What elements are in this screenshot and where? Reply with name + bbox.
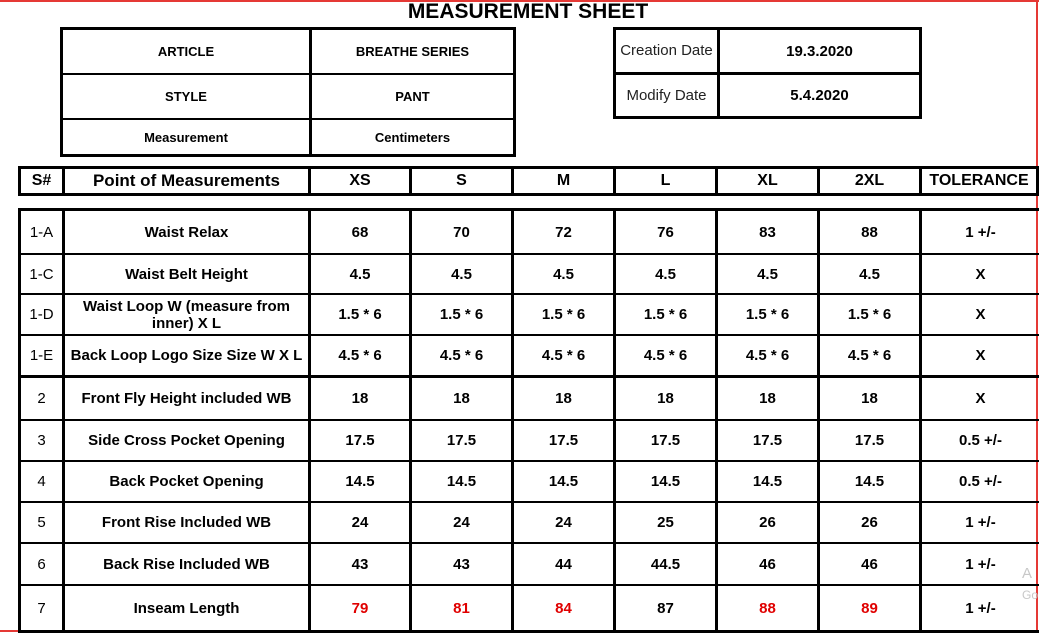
cell-xs[interactable]: 79 bbox=[311, 586, 412, 630]
cell-l[interactable]: 25 bbox=[616, 503, 718, 544]
row-sn[interactable]: 3 bbox=[21, 421, 65, 462]
table-header bbox=[18, 166, 1039, 196]
header-size-m: M bbox=[514, 169, 616, 193]
cell-m[interactable]: 4.5 * 6 bbox=[514, 336, 616, 378]
cell-m[interactable]: 44 bbox=[514, 544, 616, 586]
cell-l[interactable]: 1.5 * 6 bbox=[616, 295, 718, 336]
cell-tolerance[interactable]: X bbox=[922, 336, 1039, 378]
cell-xl[interactable]: 4.5 bbox=[718, 255, 820, 295]
cell-2xl[interactable]: 89 bbox=[820, 586, 922, 630]
cell-xl[interactable]: 18 bbox=[718, 378, 820, 421]
cell-tolerance[interactable]: 0.5 +/- bbox=[922, 421, 1039, 462]
cell-m[interactable]: 84 bbox=[514, 586, 616, 630]
row-point[interactable]: Back Rise Included WB bbox=[65, 544, 311, 586]
style-label: STYLE bbox=[63, 75, 312, 120]
modify-date-label: Modify Date bbox=[616, 75, 720, 116]
date-info-box bbox=[613, 27, 922, 119]
header-size-l: L bbox=[616, 169, 718, 193]
cell-2xl[interactable]: 26 bbox=[820, 503, 922, 544]
cell-m[interactable]: 24 bbox=[514, 503, 616, 544]
cell-xs[interactable]: 4.5 * 6 bbox=[311, 336, 412, 378]
cell-m[interactable]: 17.5 bbox=[514, 421, 616, 462]
row-sn[interactable]: 2 bbox=[21, 378, 65, 421]
cell-tolerance[interactable]: X bbox=[922, 378, 1039, 421]
row-sn[interactable]: 1-C bbox=[21, 255, 65, 295]
cell-l[interactable]: 87 bbox=[616, 586, 718, 630]
row-point[interactable]: Back Pocket Opening bbox=[65, 462, 311, 503]
cell-l[interactable]: 4.5 * 6 bbox=[616, 336, 718, 378]
cell-xl[interactable]: 46 bbox=[718, 544, 820, 586]
row-point[interactable]: Side Cross Pocket Opening bbox=[65, 421, 311, 462]
article-value[interactable]: BREATHE SERIES bbox=[312, 30, 513, 75]
cell-l[interactable]: 17.5 bbox=[616, 421, 718, 462]
cell-s[interactable]: 43 bbox=[412, 544, 514, 586]
header-point-of-measurements: Point of Measurements bbox=[65, 169, 311, 193]
cell-s[interactable]: 1.5 * 6 bbox=[412, 295, 514, 336]
cell-m[interactable]: 18 bbox=[514, 378, 616, 421]
row-point[interactable]: Front Fly Height included WB bbox=[65, 378, 311, 421]
cell-s[interactable]: 4.5 bbox=[412, 255, 514, 295]
cell-2xl[interactable]: 1.5 * 6 bbox=[820, 295, 922, 336]
cell-l[interactable]: 18 bbox=[616, 378, 718, 421]
table-row bbox=[21, 586, 1039, 630]
cell-2xl[interactable]: 46 bbox=[820, 544, 922, 586]
cell-xl[interactable]: 4.5 * 6 bbox=[718, 336, 820, 378]
cell-2xl[interactable]: 4.5 * 6 bbox=[820, 336, 922, 378]
table-row bbox=[21, 211, 1039, 255]
cell-xl[interactable]: 14.5 bbox=[718, 462, 820, 503]
cell-l[interactable]: 4.5 bbox=[616, 255, 718, 295]
row-point[interactable]: Inseam Length bbox=[65, 586, 311, 630]
cell-xs[interactable]: 4.5 bbox=[311, 255, 412, 295]
cell-l[interactable]: 44.5 bbox=[616, 544, 718, 586]
article-info-box bbox=[60, 27, 516, 157]
cell-xl[interactable]: 17.5 bbox=[718, 421, 820, 462]
table-row bbox=[21, 378, 1039, 421]
creation-date-label: Creation Date bbox=[616, 30, 720, 75]
cell-tolerance[interactable]: 1 +/- bbox=[922, 503, 1039, 544]
table-row bbox=[21, 421, 1039, 462]
row-sn[interactable]: 1-E bbox=[21, 336, 65, 378]
cell-s[interactable]: 17.5 bbox=[412, 421, 514, 462]
cell-s[interactable]: 24 bbox=[412, 503, 514, 544]
header-tolerance: TOLERANCE bbox=[929, 172, 1029, 189]
cell-xs[interactable]: 14.5 bbox=[311, 462, 412, 503]
measurement-label: Measurement bbox=[63, 120, 312, 154]
style-value[interactable]: PANT bbox=[312, 75, 513, 120]
cell-m[interactable]: 4.5 bbox=[514, 255, 616, 295]
cell-xl[interactable]: 83 bbox=[718, 211, 820, 255]
modify-date-value[interactable]: 5.4.2020 bbox=[790, 87, 849, 104]
measurement-value[interactable]: Centimeters bbox=[374, 129, 451, 145]
cell-xs[interactable]: 24 bbox=[311, 503, 412, 544]
table-row bbox=[21, 544, 1039, 586]
row-sn[interactable]: 4 bbox=[21, 462, 65, 503]
sheet-title: MEASUREMENT SHEET bbox=[407, 0, 649, 23]
cell-tolerance[interactable]: X bbox=[922, 295, 1039, 336]
table-row bbox=[21, 255, 1039, 295]
row-point[interactable]: Waist Relax bbox=[65, 211, 311, 255]
cell-xs[interactable]: 68 bbox=[311, 211, 412, 255]
table-row bbox=[21, 295, 1039, 336]
table-row bbox=[21, 336, 1039, 378]
cell-2xl[interactable]: 17.5 bbox=[820, 421, 922, 462]
header-size-xs: XS bbox=[311, 169, 412, 193]
row-sn[interactable]: 6 bbox=[21, 544, 65, 586]
cell-2xl[interactable]: 88 bbox=[820, 211, 922, 255]
cell-2xl[interactable]: 14.5 bbox=[820, 462, 922, 503]
row-point[interactable]: Waist Belt Height bbox=[65, 255, 311, 295]
header-size-2xl: 2XL bbox=[820, 169, 922, 193]
cell-tolerance[interactable]: 1 +/- bbox=[922, 544, 1039, 586]
cell-xs[interactable]: 18 bbox=[311, 378, 412, 421]
row-point[interactable]: Back Loop Logo Size Size W X L bbox=[65, 336, 311, 378]
table-row bbox=[21, 462, 1039, 503]
header-size-s: S bbox=[412, 169, 514, 193]
row-point[interactable]: Waist Loop W (measure from inner) X L bbox=[65, 295, 311, 336]
cell-tolerance[interactable]: 1 +/- bbox=[922, 211, 1039, 255]
cell-s[interactable]: 4.5 * 6 bbox=[412, 336, 514, 378]
cell-s[interactable]: 18 bbox=[412, 378, 514, 421]
overlay-text-secondary: Go bbox=[1022, 588, 1039, 602]
row-sn[interactable]: 1-A bbox=[21, 211, 65, 255]
cell-xl[interactable]: 88 bbox=[718, 586, 820, 630]
cell-tolerance[interactable]: 1 +/- bbox=[965, 599, 996, 617]
header-size-xl: XL bbox=[718, 169, 820, 193]
cell-s[interactable]: 70 bbox=[412, 211, 514, 255]
cell-s[interactable]: 81 bbox=[412, 586, 514, 630]
article-label: ARTICLE bbox=[63, 30, 312, 75]
overlay-text: A bbox=[1022, 565, 1033, 582]
row-point[interactable]: Front Rise Included WB bbox=[65, 503, 311, 544]
cell-s[interactable]: 14.5 bbox=[412, 462, 514, 503]
cell-tolerance[interactable]: X bbox=[922, 255, 1039, 295]
measurement-table bbox=[18, 208, 1039, 633]
cell-2xl[interactable]: 4.5 bbox=[820, 255, 922, 295]
row-sn[interactable]: 1-D bbox=[21, 295, 65, 336]
cell-m[interactable]: 14.5 bbox=[514, 462, 616, 503]
cell-m[interactable]: 72 bbox=[514, 211, 616, 255]
creation-date-value[interactable]: 19.3.2020 bbox=[720, 30, 919, 75]
cell-xs[interactable]: 17.5 bbox=[311, 421, 412, 462]
cell-2xl[interactable]: 18 bbox=[820, 378, 922, 421]
row-sn[interactable]: 7 bbox=[21, 586, 65, 630]
cell-xl[interactable]: 1.5 * 6 bbox=[718, 295, 820, 336]
table-row bbox=[21, 503, 1039, 544]
header-sn: S# bbox=[21, 169, 65, 193]
cell-xs[interactable]: 1.5 * 6 bbox=[311, 295, 412, 336]
row-sn[interactable]: 5 bbox=[21, 503, 65, 544]
cell-xl[interactable]: 26 bbox=[718, 503, 820, 544]
cell-l[interactable]: 76 bbox=[616, 211, 718, 255]
cell-tolerance[interactable]: 0.5 +/- bbox=[922, 462, 1039, 503]
cell-xs[interactable]: 43 bbox=[311, 544, 412, 586]
cell-m[interactable]: 1.5 * 6 bbox=[514, 295, 616, 336]
cell-l[interactable]: 14.5 bbox=[616, 462, 718, 503]
